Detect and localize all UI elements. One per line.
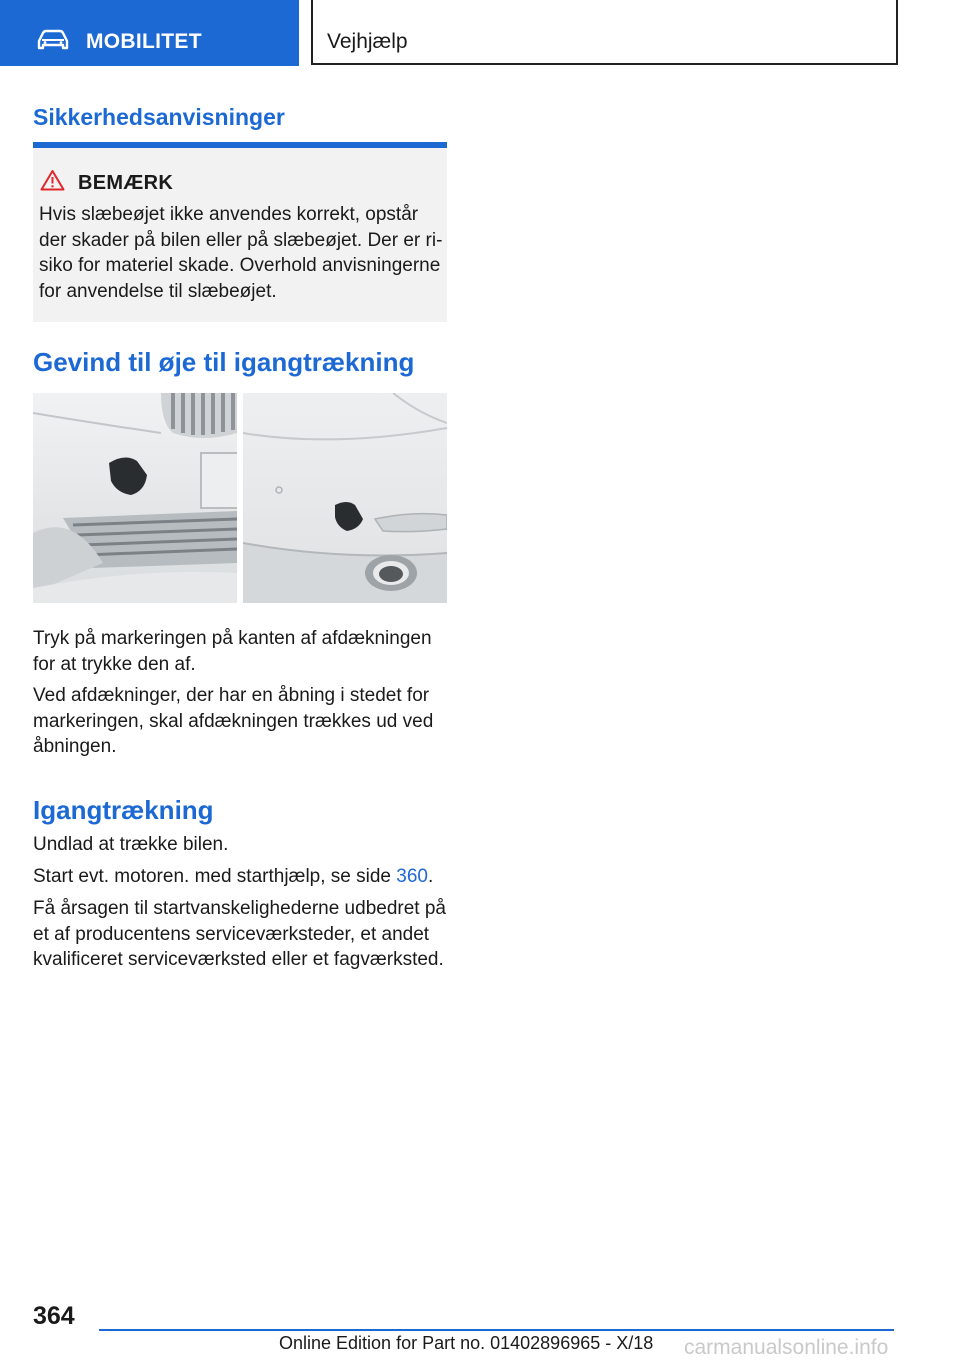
car-icon	[36, 29, 70, 51]
text-line: Ved afdækninger, der har en åbning i stedet for	[33, 685, 430, 706]
watermark: carmanualsonline.info	[684, 1336, 889, 1359]
page-reference-link[interactable]: 360	[396, 866, 428, 887]
paragraph	[33, 896, 449, 973]
notice-line: der skader på bilen eller på slæbeøjet. Der er ri-	[39, 229, 443, 251]
footer-rule	[99, 1329, 894, 1331]
text-span: .	[427, 866, 434, 887]
warning-triangle-icon	[40, 169, 65, 191]
paragraph: Undlad at trække bilen.	[33, 834, 229, 855]
front-bumper-illustration	[33, 393, 237, 603]
edition-text: Online Edition for Part no. 01402896965 - X/18	[279, 1333, 654, 1353]
tow-start-heading: Igangtrækning	[33, 795, 214, 825]
thread-heading: Gevind til øje til igangtrækning	[33, 347, 415, 377]
notice-title: BEMÆRK	[78, 172, 174, 194]
notice-line: for anvendelse til slæbeøjet.	[39, 280, 277, 302]
text-line: markeringen, skal afdækningen trækkes ud ved	[33, 710, 434, 732]
section-tab	[0, 0, 299, 66]
paragraph	[33, 683, 449, 760]
text-span: Start evt. motoren. med starthjælp, se side	[33, 866, 397, 887]
chapter-title: Vejhjælp	[327, 30, 408, 53]
notice-line: siko for materiel skade. Overhold anvisningerne	[39, 255, 441, 276]
text-line: kvalificeret serviceværksted eller et fagværksted.	[33, 949, 444, 970]
text-line: Tryk på markeringen på kanten af afdækningen	[33, 628, 432, 649]
text-line: Få årsagen til startvanskelighederne udbedret på	[33, 898, 446, 919]
page-number: 364	[33, 1302, 75, 1330]
safety-heading: Sikkerhedsanvisninger	[33, 104, 285, 130]
notice-line: Hvis slæbeøjet ikke anvendes korrekt, opstår	[39, 204, 419, 225]
text-line: åbningen.	[33, 736, 117, 757]
rear-bumper-illustration	[243, 393, 447, 603]
section-title: MOBILITET	[86, 30, 202, 53]
text-line: for at trykke den af.	[33, 653, 196, 675]
text-line: et af producentens serviceværksteder, et andet	[33, 923, 430, 945]
paragraph	[33, 626, 449, 677]
notice-box	[33, 148, 447, 322]
paragraph	[33, 864, 449, 890]
notice-text	[39, 202, 443, 304]
chapter-header	[311, 0, 898, 65]
